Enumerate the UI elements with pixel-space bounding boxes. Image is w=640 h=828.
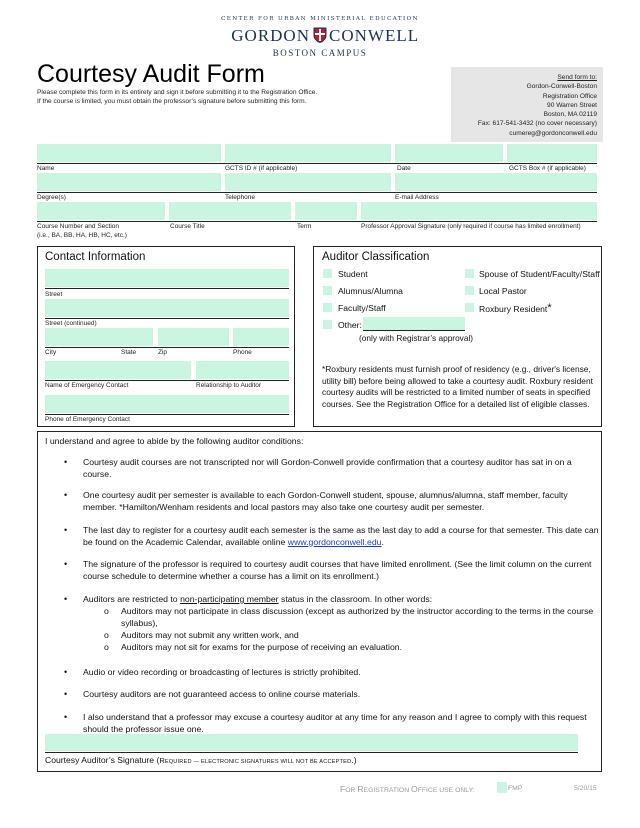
condition-text: status in the classroom. In other words: — [278, 594, 433, 604]
state-zip-field[interactable] — [158, 328, 229, 346]
form-revision-date: 5/20/15 — [574, 785, 597, 792]
course-title-label: Course Title — [170, 223, 205, 230]
professor-signature-label: Professor Approval Signature (only required if course has limited enrollment) — [361, 223, 581, 230]
sub-bullet: o — [104, 642, 109, 652]
condition-sub-item: Auditors may not participate in class discussion (except as authorized by the instructor according to the terms in the course syllabus), — [121, 606, 594, 628]
name-label: Name — [37, 165, 55, 172]
faculty-staff-checkbox[interactable] — [323, 303, 332, 312]
signature-underline — [45, 752, 578, 753]
signature-label — [45, 755, 357, 765]
degree-label: Degree(s) — [37, 194, 66, 201]
condition-text: . — [381, 536, 384, 547]
local-pastor-checkbox[interactable] — [465, 286, 474, 295]
city-field[interactable] — [45, 328, 153, 346]
telephone-field[interactable] — [225, 173, 391, 191]
condition-text: Auditors are restricted to — [83, 594, 181, 604]
fmp-field[interactable] — [497, 782, 507, 793]
bullet: • — [64, 490, 68, 500]
student-checkbox[interactable] — [323, 269, 332, 278]
gcts-box-label: GCTS Box # (if applicable) — [509, 165, 586, 172]
gcts-id-field[interactable] — [225, 144, 391, 162]
emergency-contact-name-field[interactable] — [45, 361, 191, 379]
student-label: Student — [338, 269, 368, 279]
auditor-classification-title: Auditor Classification — [322, 251, 430, 263]
bullet: • — [64, 594, 68, 604]
alumnus-checkbox[interactable] — [323, 286, 332, 295]
course-number-field[interactable] — [37, 202, 165, 220]
send-to-line: 90 Warren Street — [547, 101, 597, 109]
professor-signature-field[interactable] — [361, 202, 597, 220]
alumnus-label: Alumnus/Alumna — [338, 286, 403, 296]
spouse-checkbox[interactable] — [465, 269, 474, 278]
condition-item: Courtesy audit courses are not transcripted nor will Gordon-Conwell provide confirmation that a courtesy auditor has sat in on a course. — [83, 457, 572, 479]
field-underline — [363, 330, 465, 331]
send-to-box — [451, 67, 603, 142]
office-use-text: EGISTRATION — [363, 787, 412, 794]
condition-text: The last day to register for a courtesy audit each semester is the same as the last day to add a course for that semester. This date can be found on the Academic Calendar, available online — [83, 525, 599, 547]
street-label: Street — [45, 291, 63, 298]
degree-field[interactable] — [37, 173, 221, 191]
gcts-box-field[interactable] — [507, 144, 597, 162]
office-use-text: F — [340, 784, 346, 794]
sub-bullet: o — [104, 630, 109, 640]
faculty-staff-label: Faculty/Staff — [338, 303, 386, 313]
roxbury-resident-label — [479, 303, 552, 315]
roxbury-note: *Roxbury residents must furnish proof of residency (e.g., driver's license, utility bill) before being allowed to take a courtesy audit. Roxbury resident courtesy audits will be restricted to a limited number of seats in specified courses. See the Registration Office for a detailed list of eligible classes. — [322, 364, 593, 409]
conditions-heading: I understand and agree to abide by the following auditor conditions: — [45, 436, 304, 446]
bullet: • — [64, 559, 68, 569]
emergency-contact-phone-field[interactable] — [45, 395, 289, 413]
condition-item — [83, 525, 599, 548]
condition-item: One courtesy audit per semester is available to each Gordon-Conwell student, spouse, alumnus/alumna, staff member, faculty member. *Hamilton/Wenham residents and local pastors may also take one courtesy audit per semester. — [83, 490, 568, 512]
send-to-line: Registration Office — [542, 92, 597, 100]
condition-item — [83, 594, 599, 606]
sub-bullet: o — [104, 606, 109, 616]
street-continued-field[interactable] — [45, 299, 289, 317]
email-field[interactable] — [395, 173, 597, 191]
bullet: • — [64, 712, 68, 722]
signature-note: .) — [351, 755, 357, 765]
roxbury-asterisk: * — [547, 302, 552, 314]
phone-label: Phone — [233, 349, 252, 356]
other-note: (only with Registrar’s approval) — [359, 333, 474, 343]
intro-line-1: Please complete this form in its entirety and sign it before submitting it to the Registration Office. — [37, 89, 318, 96]
field-underline — [45, 347, 289, 348]
phone-field[interactable] — [233, 328, 289, 346]
fmp-label: FMP — [508, 785, 523, 792]
relationship-label: Relationship to Auditor — [196, 382, 262, 389]
send-to-line: Boston, MA 02119 — [543, 111, 597, 119]
other-label: Other: — [338, 320, 362, 330]
office-use-text: O — [411, 784, 418, 794]
field-underline — [45, 414, 289, 415]
emergency-contact-name-label: Name of Emergency Contact — [45, 382, 129, 389]
send-to-heading: Send form to: — [557, 74, 597, 81]
telephone-label: Telephone — [225, 194, 255, 201]
office-use-text: OR — [345, 787, 358, 794]
logo-name-left: GORDON — [231, 26, 310, 45]
send-to-line: Gordon-Conwell-Boston — [526, 83, 597, 91]
term-label: Term — [297, 223, 312, 230]
send-to-line: Fax: 617-541-3432 (no cover necessary) — [477, 120, 597, 128]
condition-item: Audio or video recording or broadcasting of lectures is strictly prohibited. — [83, 667, 361, 677]
date-label: Date — [397, 165, 411, 172]
term-field[interactable] — [295, 202, 357, 220]
condition-sub-item: Auditors may not submit any written work, and — [121, 630, 299, 640]
bullet: • — [64, 689, 68, 699]
logo-top-line: CENTER FOR URBAN MINISTERIAL EDUCATION — [221, 16, 419, 22]
city-label: City — [45, 349, 57, 356]
date-field[interactable] — [395, 144, 503, 162]
office-use-text: R — [357, 784, 364, 794]
row-divider — [37, 163, 597, 164]
intro-line-2: If the course is limited, you must obtain the professor’s signature before submitting this form. — [37, 98, 307, 105]
name-field[interactable] — [37, 144, 221, 162]
bullet: • — [64, 667, 68, 677]
spouse-label: Spouse of Student/Faculty/Staff — [479, 269, 600, 279]
condition-item: Courtesy auditors are not guaranteed access to online course materials. — [83, 689, 361, 699]
logo-name-right: CONWELL — [329, 26, 420, 45]
street-continued-label: Street (continued) — [45, 320, 97, 327]
field-underline — [45, 318, 289, 319]
row-divider — [37, 192, 597, 193]
email-label: E-mail Address — [395, 194, 439, 201]
row-divider — [37, 221, 597, 222]
bullet: • — [64, 457, 68, 467]
logo — [226, 26, 420, 46]
condition-item: The signature of the professor is required to courtesy audit courses that have limited enrollment. (See the limit column on the current course schedule to determine whether a course has a limit on its enrollment.) — [83, 559, 592, 581]
send-to-email: cumereg@gordonconwell.edu — [509, 129, 597, 137]
roxbury-resident-checkbox[interactable] — [465, 303, 474, 312]
signature-note: EQUIRED — ELECTRONIC SIGNATURES WILL NOT BE ACCEPTED — [164, 759, 352, 765]
course-title-field[interactable] — [169, 202, 291, 220]
shield-icon — [313, 27, 327, 43]
course-number-label: Course Number and Section — [37, 223, 120, 230]
relationship-field[interactable] — [196, 361, 289, 379]
page-title: Courtesy Audit Form — [37, 60, 265, 88]
street-field[interactable] — [45, 269, 289, 287]
zip-label: Zip — [158, 349, 168, 356]
state-label: State — [121, 349, 137, 356]
field-underline — [45, 288, 289, 289]
other-text-field[interactable] — [363, 317, 465, 330]
gcts-id-label: GCTS ID # (if applicable) — [225, 165, 298, 172]
logo-campus: BOSTON CAMPUS — [272, 48, 368, 58]
signature-label-text: Courtesy Auditor’s Signature ( — [45, 755, 160, 765]
condition-item: I also understand that a professor may excuse a courtesy auditor at any time for any reason and I agree to comply with this request should the professor issue one. — [83, 712, 587, 734]
office-use-label — [340, 784, 475, 794]
other-checkbox[interactable] — [323, 320, 332, 329]
office-use-text: FFICE USE ONLY: — [417, 787, 475, 794]
auditor-signature-field[interactable] — [45, 734, 578, 751]
emergency-contact-phone-label: Phone of Emergency Contact — [45, 416, 130, 423]
condition-sub-item: Auditors may not sit for exams for the purpose of receiving an evaluation. — [121, 642, 403, 652]
signature-note: R — [159, 756, 165, 765]
roxbury-resident-text: Roxbury Resident — [479, 304, 548, 314]
contact-info-title: Contact Information — [45, 251, 146, 263]
bullet: • — [64, 525, 68, 535]
condition-underlined: non-participating member — [180, 594, 279, 604]
course-number-hint: (i.e., BA, BB, HA, HB, HC, etc.) — [37, 232, 127, 239]
local-pastor-label: Local Pastor — [479, 286, 527, 296]
website-link[interactable]: www.gordonconwell.edu — [287, 536, 382, 547]
field-underline — [45, 380, 289, 381]
